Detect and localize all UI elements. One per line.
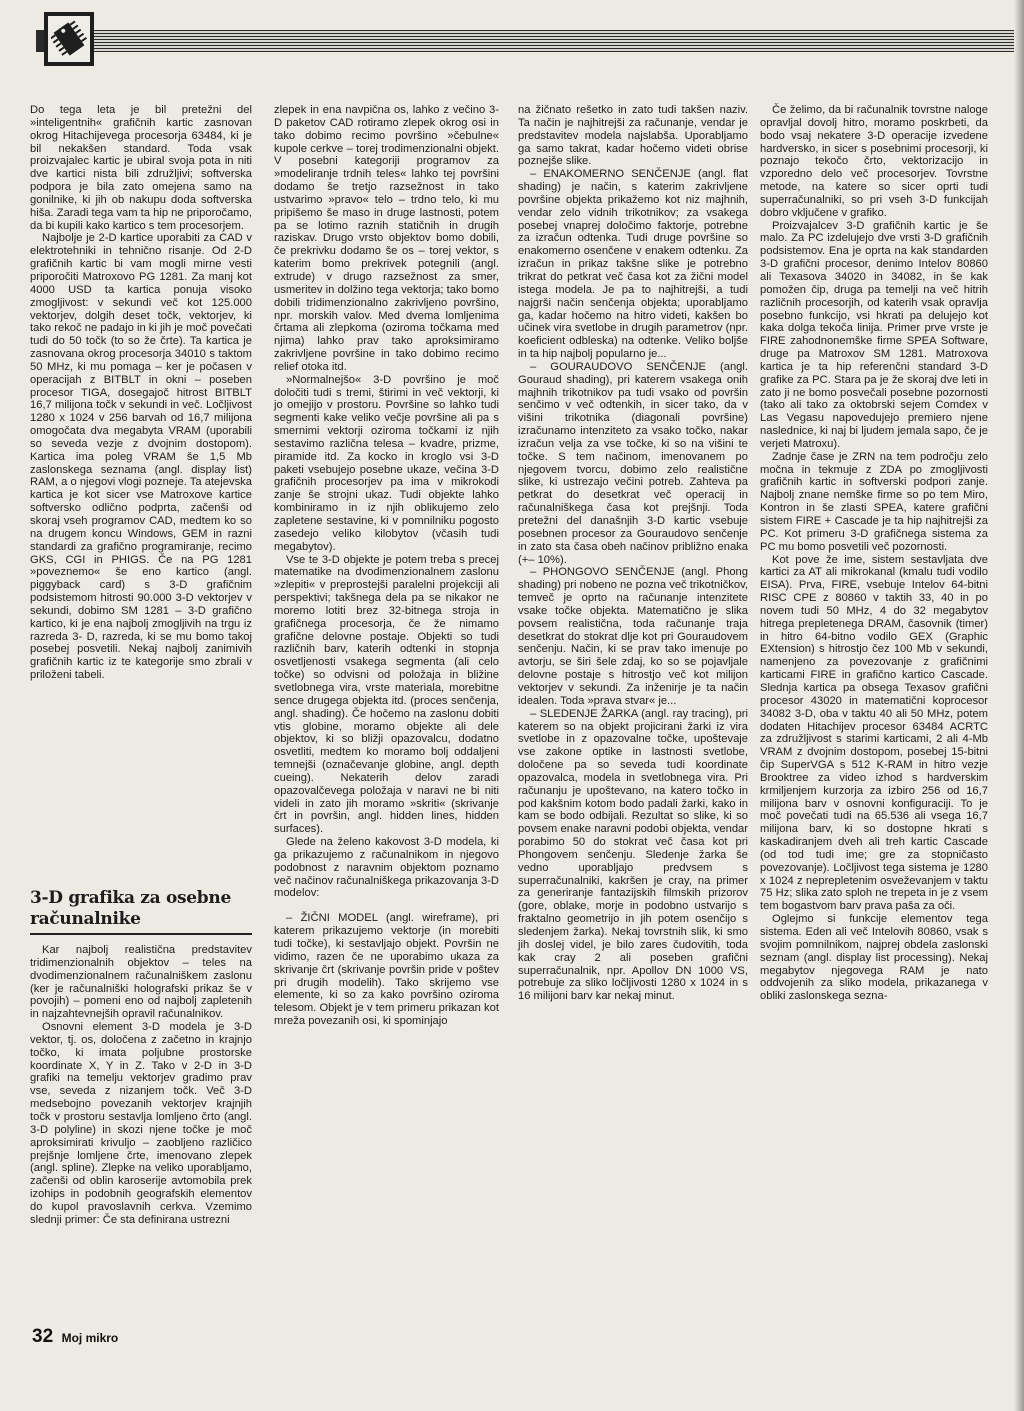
column-1 [30,104,252,682]
paragraph: Proizvajalcev 3-D grafičnih kartic je še malo. Za PC izdelujejo dve vrsti 3-D grafičnih podsistemov. Ena je oprta na kak standarden 3-D grafični procesor, denimo Intelov 80860 ali Texasova 34020 in 34082, in še kak pomožen čip, druga pa temelji na več hitrih različnih procesorjih, od katerih vsak opravlja posebno funkcijo, vsi hkrati pa delujejo kot kaka dolga tekoča linija. Primer prve vrste je FIRE zahodnonemške firme SPEA Software, druge pa Matroxov SM 1281. Matroxova kartica je ta hip referenčni standard 3-D grafike za PC. Stara pa je že skoraj dve leti in zato ji ne bomo posvečali posebne pozornosti (tako ali tako za oktobrski sejem Comdex v Las Vegasu napovedujejo premiero njene naslednice, ki naj bi ljudem jemala sapo, če je verjeti Matroxu). [760,219,988,450]
paragraph: Glede na želeno kakovost 3-D modela, ki ga prikazujemo z računalnikom in njegovo podobnost z naravnim objektom poznamo več načinov računalniškega prikazovanja 3-D modelov: [274,836,499,900]
header-rule [36,30,1014,52]
page-footer [32,1326,118,1348]
paragraph: Če želimo, da bi računalnik tovrstne naloge opravljal dovolj hitro, moramo poskrbeti, da bodo vsaj nekatere 3-D operacije izvedene hardversko, in sicer s posebnimi procesorji, ki poznajo tekočo črto, vektorizacijo in vzporedno delo več procesorjev. Tovrstne metode, na katere so sicer oprti tudi superračunalniki, so pri vseh 3-D funkcijah dobro vključene v grafiko. [760,104,988,219]
header-logo-box [44,12,94,66]
paragraph: Oglejmo si funkcije elementov tega sistema. Eden ali več Intelovih 80860, vsak s svojim pomnilnikom, najprej obdela zaslonski seznam (angl. display list processing). Nekaj megabytov njegovega RAM je nato oddvojenih za sliko modela, prikazanega v obliki zaslonskega sezna- [760,913,988,1003]
paragraph: Do tega leta je bil pretežni del »inteligentnih« grafičnih kartic zasnovan okrog Hitachijevega procesorja 63484, ki je bil nekakšen standard. Toda vsak proizvajalec kartic je ubiral svoja pota in niti dve kartici nista bili združljivi; softverska podpora je bila zato omejena samo na gonilnike, ki jih ob nakupu doda softverska hiša. Zaradi tega vam ta hip ne priporočamo, da bi kupili kako kartico s tem procesorjem. [30,104,253,232]
column-3 [518,104,748,1003]
paragraph: – PHONGOVO SENČENJE (angl. Phong shading) pri nobeno ne pozna več trikotničkov, temveč je oprto na računanje intenzitete vsake točke objekta. Matematično je slika povsem realistična, toda računanje traja desetkrat do stokrat dlje kot pri Gouraudovem senčenju. Način, ki se prav tako imenuje po avtorju, se širi šele zdaj, ko so se pojavljale delovne postaje s hitrostjo več kot milijon vektorjev v sekundi. Za inženirje je ta način idealen. Toda »prava stvar« je... [518,566,748,707]
paragraph: zlepek in ena navpična os, lahko z večino 3-D paketov CAD rotiramo zlepek okrog osi in tako dobimo recimo površino »čebulne« kupole cerkve – torej trodimenzionalni objekt. V posebni kategoriji programov za »modeliranje trdnih teles« lahko tej površini dodamo še tretjo razsežnost in tako ustvarimo »pravo« telo – trdno telo, ki mu pripišemo še maso in druge lastnosti, potem pa se lotimo raznih statičnih in drugih raziskav. Drugo vrsto objektov bomo dobili, če prekrivku dodamo še os – torej vektor, s katerim bomo prekrivek potegnili (angl. extrude) v drugo razsežnost za smer, usmeritev in dolžino tega vektorja; tako bomo dobili tridimenzionalno zakrivljeno površino, npr. morskih valov. Med dvema lomljenima črtama ali zlepkoma (oziroma točkama med njima) lahko prav tako aproksimiramo zakrivljene površine in tako dobimo recimo relief otoka itd. [274,104,499,373]
paragraph: Osnovni element 3-D modela je 3-D vektor, tj. os, določena z začetno in krajnjo točko, ki imata poljubne prostorske koordinate X, Y in Z. Tako v 2-D in 3-D grafiki na temelju vektorjev gradimo prav vse, seveda z nizanjem točk. Več 3-D medsebojno povezanih vektorjev krajnjih točk v prostoru sestavlja lomljeno črto (angl. 3-D polyline) in skozi njene točke je moč aproksimirati krivuljo – zaobljeno različico prejšnje lomljene črte, imenovano zlepek (angl. spline). Zlepke na veliko uporabljamo, začenši od oblin karoserije avtomobila prek izohips in podobnih geografskih elementov do kupol pravoslavnih cerkva. Vzemimo slednji primer: Če sta definirana ustrezni [30,1021,252,1226]
chip-icon [51,19,87,59]
paragraph: – GOURAUDOVO SENČENJE (angl. Gouraud shading), pri katerem vsakega onih majhnih trikotnikov pa tudi vsako od površin senčimo v več odtenkih, in sicer tako, da v višini trikotnika (diagonali površine) izračunamo intenziteto za vsako točko, nakar izračun velja za vse točke, ki so na višini te točke. S tem načinom, imenovanem po njegovem tvorcu, dobimo zelo realistične slike, ki ustrezajo večini potreb. Zahteva pa petkrat do desetkrat več operacij in računalniškega časa kot prejšnji. Toda pretežni del današnjih 3-D kartic vsebuje posebnen procesor za Gouraudovo senčenje in zato sta časa obeh načinov približno enaka (+– 10%). [518,360,748,566]
paragraph: Vse te 3-D objekte je potem treba s precej matematike na dvodimenzionalnem zaslonu »zlepiti« v preprostejši paralelni projekciji ali perspektivi; takšnega dela pa se nikakor ne moremo lotiti brez 32-bitnega stroja in grafičnega procesorja, če že nimamo grafične delovne postaje. Objekti so tudi različnih barv, katerih odtenki in stopnja osvetljenosti vsakega segmenta (ali celo točke) so odvisni od položaja in bližine svetlobnega vira, vrste materiala, morebitne sence drugega objekta itd. (proces senčenja, angl. shading). Če hočemo na zaslonu dobiti vtis globine, moramo objekte ali dele objektov, ki so bližji opazovalcu, dodatno osvetliti, medtem ko moramo bolj oddaljeni temnejši (označevanje globine, angl. depth cueing). Nekaterih delov zaradi opazovalčevega položaja v naravi ne bi niti videli in zato jih moramo »skriti« (skrivanje črt in površin, angl. hidden lines, hidden surfaces). [274,553,499,836]
section-heading: 3-D grafika za osebne računalnike [30,888,252,935]
paragraph: – SLEDENJE ŽARKA (angl. ray tracing), pri katerem so na objekt projicirani žarki iz vira svetlobe in z opazovalne točke, upoštevaje vse zakone optike in lastnosti svetlobe, določene pa so seveda tudi koordinate opazovalca, modela in svetlobnega vira. Pri računanju je upoštevano, na katero točko in pod kakšnim kotom bodo padali žarki, kako in kam se bodo odbijali. Rezultat so slike, ki so povsem enake naravni podobi objekta, vendar porabimo 50 do stokrat več časa kot pri Phongovem senčenju. Sledenje žarka še vedno uporabljajo predvsem s superračunalniki, kakršen je cray, na primer za generiranje fantazijskih filmskih prizorov (gore, oblake, morje in podobno ustvarijo s fraktalno geometrijo in jih potem osenčijo s sledenjem žarka). Nekaj tovrstnih slik, ki smo jih doslej videl, je bilo zares čudovitih, toda kak cray 2 ali poseben grafični superračunalnik, npr. Apollov DN 1000 VS, potrebuje za sliko ločljivosti 1280 x 1024 in s 16 milijoni barv kar nekaj minut. [518,707,748,1003]
column-2 [274,104,499,1028]
magazine-name: Moj mikro [61,1331,119,1345]
column-1-continued [30,944,252,1227]
paragraph: na žičnato rešetko in zato tudi takšen naziv. Ta način je najhitrejši za računanje, vendar je predstavitev modela najslabša. Uporabljamo ga samo takrat, kadar hočemo videti obrise poznejše slike. [518,104,748,168]
paragraph: »Normalnejšo« 3-D površino je moč določiti tudi s tremi, štirimi in več vektorji, ki jo omejijo v prostoru. Površine so lahko tudi segmenti kake veliko večje površine ali pa s smernimi vektorji oziroma točkami iz njih sestavimo različna telesa – kvadre, prizme, piramide itd. Za kocko in kroglo vsi 3-D paketi vsebujejo posebne ukaze, večina 3-D grafičnih procesorjev pa ima v mikrokodi zanje še strojni ukaz. Tudi objekte lahko kombiniramo in iz njih oblikujemo zelo zapletene sestavine, ki v pomnilniku pogosto zasedejo veliko kilobytov (včasih tudi megabytov). [274,373,499,553]
paragraph: Najbolje je 2-D kartice uporabiti za CAD v elektrotehniki in tehnično risanje. Od 2-D grafičnih kartic bi vam mogli mirne vesti priporočiti Matroxovo PG 1281. Za manj kot 4000 USD ta kartica ponuja visoko zmogljivost: v sekundi več kot 125.000 vektorjev, dolgih deset točk, vektorjev, ki tako rekoč ne padajo in ki jih je moč povečati tudi do 50 točk (to so že črte). Ta kartica je zasnovana okrog procesorja 34010 s taktom 50 MHz, ki mu pomaga – ker je počasen v operacijah z BITBLT in okni – poseben procesor TIGA, dosegajoč hitrost BITBLT 16,7 milijona točk v sekundi in več. Ločljivost 1280 x 1024 v 256 barvah od 16,7 milijona omogočata dva megabyta VRAM (uporabili so seveda vezje z dvojnim dostopom). Kartica ima poleg VRAM še 1,5 Mb zaslonskega seznama (angl. display list) RAM, a o njegovi vlogi pozneje. Ta atejevska kartica je kot sicer vse Matroxove kartice softversko odlično podprta, začenši od skoraj vseh programov CAD, medtem ko so na drugem koncu Windows, GEM in razni standardi za grafično programiranje, recimo GKS, CGI in PHIGS. Če na PG 1281 »poveznemo« še eno kartico (angl. piggyback card) s 3-D grafičnim podsistemom hitrosti 90.000 3-D vektorjev v sekundi, dobimo SM 1281 – 3-D grafično kartico, ki je ena najbolj zmogljivih na trgu iz razreda 3- D, razreda, ki se mu bomo takoj posebej posvetili. Nekaj najbolj zanimivih grafičnih kartic iz te kategorije smo zbrali v priloženi tabeli. [30,232,253,682]
paragraph: Zadnje čase je ZRN na tem področju zelo močna in tekmuje z ZDA po zmogljivosti grafičnih kartic in softverski podpori zanje. Najbolj znane nemške firme so po tem Miro, Kontron in še zlasti SPEA, katere grafični sistem FIRE + Cascade je ta hip najhitrejši za PC. Kot primeru 3-D grafičnega sistema za PC mu bomo posvetili več pozornosti. [760,450,988,553]
column-4 [760,104,988,1003]
paragraph: – ENAKOMERNO SENČENJE (angl. flat shading) je način, s katerim zakrivljene površine objekta prikažemo kot niz majhnih, vendar zelo vidnih trikotnikov; za vsakega posebej vnaprej določimo faktorje, potrebne za izračun odtenka. Tudi druge površine so enakomerno osenčene v enakem odtenku. Za izračun in prikaz takšne slike je potrebno trikrat do petkrat več časa kot za žični model istega modela. Je pa to najhitrejši, a tudi najgrši način senčenja objekta; uporabljamo ga, kadar hočemo na hitro videti, kakšen bo učinek vira svetlobe in drugih parametrov (npr. koeficient odbleska) na odtenke. Veliko boljše in ta hip najbolj popularno je... [518,168,748,361]
paragraph: – ŽIČNI MODEL (angl. wireframe), pri katerem prikazujemo vektorje (in morebiti tudi točke), ki sestavljajo objekt. Površin ne vidimo, razen če ne uporabimo ukaza za skrivanje črt (skrivanje površin pride v poštev pri drugih modelih). Tako skrijemo vse elemente, ki so za kako površino oziroma telesom. Objekt je v tem primeru prikazan kot mreža povezanih osi, ki spominjajo [274,912,499,1028]
page-edge-shadow [1014,0,1024,1411]
paragraph: Kar najbolj realistična predstavitev tridimenzionalnih objektov – teles na dvodimenzionalnem računalniškem zaslonu (ker je računalniški holografski prikaz še v povojih) – pomeni eno od najbolj zapletenih in najzahtevnejših opravil računalnikov. [30,944,252,1021]
paragraph: Kot pove že ime, sistem sestavljata dve kartici za AT ali mikrokanal (kmalu tudi vodilo EISA). Prva, FIRE, vsebuje Intelov 64-bitni RISC CPE z 80860 v taktih 33, 40 in po novem tudi 50 MHz, 4 do 32 megabytov hitrega prepletenega DRAM, časovnik (timer) in hitro 64-bitno vodilo GEX (Graphic EXtension) s hitrostjo čez 100 Mb v sekundi, namenjeno za povezovanje z grafičnimi karticami FIRE in grafično kartico Cascade. Slednja kartica pa obsega Texasov grafični procesor 43020 in matematični koprocesor 34082 3-D, oba v taktu 40 ali 50 MHz, potem dodaten Hitachijev procesor 63484 ACRTC za združljivost s starimi karticami, 2 ali 4-Mb VRAM z dvojnim dostopom, posebej 15-bitni čip SuperVGA s 512 K-RAM in hitro vezje Brooktree za video izhod s hardverskim krmiljenjem kurzorja za izbiro 256 od 16,7 milijona barv v osnovni konfiguraciji. To je moč povečati tudi na 65.536 ali vsega 16,7 milijona barv, ki so dostopne hkrati s kaskadiranjem dveh ali treh kartic Cascade (od tod tudi ime; gre za stopničasto povezovanje). Ločljivost tega sistema je 1280 x 1024 z neprepletenim osveževanjem v taktu 75 Hz; slika zato sploh ne trepeta in je z vsem tem bogastvom barv prava paša za oči. [760,553,988,913]
page-number: 32 [32,1326,54,1347]
